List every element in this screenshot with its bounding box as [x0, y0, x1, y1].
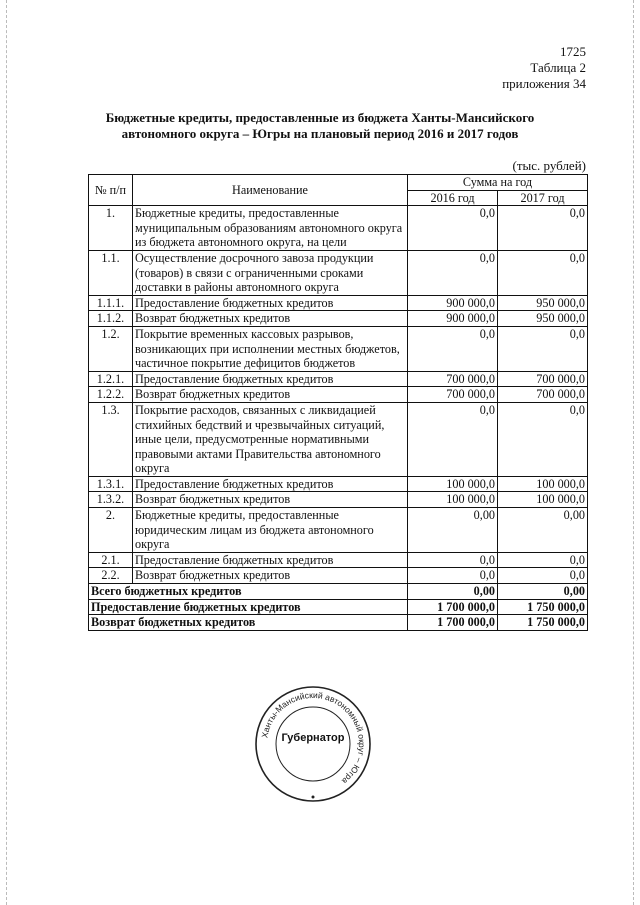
row-value-2017: 0,0 — [498, 326, 588, 371]
header-2017: 2017 год — [498, 190, 588, 206]
seal-center-text: Губернатор — [281, 732, 345, 744]
header-name: Наименование — [133, 175, 408, 206]
row-number: 2. — [89, 508, 133, 553]
row-value-2017: 0,0 — [498, 250, 588, 295]
table-row — [89, 387, 588, 403]
row-number: 1. — [89, 206, 133, 251]
row-name: Бюджетные кредиты, предоставленные муниципальным образованиям автономного округа из бюджета автономного округа, на цели — [133, 206, 408, 251]
row-name: Осуществление досрочного завоза продукции (товаров) в связи с ограниченными сроками доставки в районы автономного округа — [133, 250, 408, 295]
table-row — [89, 326, 588, 371]
document-title — [95, 110, 545, 142]
table-row — [89, 371, 588, 387]
row-value-2016: 900 000,0 — [408, 295, 498, 311]
row-name: Предоставление бюджетных кредитов — [133, 552, 408, 568]
row-value-2017: 700 000,0 — [498, 371, 588, 387]
table-row — [89, 206, 588, 251]
header-2016: 2016 год — [408, 190, 498, 206]
row-value-2016: 100 000,0 — [408, 476, 498, 492]
total-row — [89, 615, 588, 631]
total-value-2016: 1 700 000,0 — [408, 599, 498, 615]
row-number: 2.1. — [89, 552, 133, 568]
row-number: 1.2. — [89, 326, 133, 371]
row-value-2016: 100 000,0 — [408, 492, 498, 508]
row-value-2017: 0,0 — [498, 402, 588, 476]
table-row — [89, 508, 588, 553]
row-value-2016: 0,0 — [408, 568, 498, 584]
table-row — [89, 552, 588, 568]
total-value-2017: 1 750 000,0 — [498, 599, 588, 615]
row-name: Возврат бюджетных кредитов — [133, 568, 408, 584]
table-row — [89, 250, 588, 295]
left-margin-rule — [6, 0, 8, 905]
total-value-2017: 1 750 000,0 — [498, 615, 588, 631]
row-name: Покрытие расходов, связанных с ликвидацией стихийных бедствий и чрезвычайных ситуаций, иные цели, предусмотренные нормативными правовыми актами Правительства автономного округа — [133, 402, 408, 476]
row-value-2017: 0,0 — [498, 206, 588, 251]
row-name: Возврат бюджетных кредитов — [133, 311, 408, 327]
table-row — [89, 568, 588, 584]
header-sum: Сумма на год — [408, 175, 588, 191]
row-value-2016: 0,0 — [408, 326, 498, 371]
table-row — [89, 492, 588, 508]
row-name: Покрытие временных кассовых разрывов, возникающих при исполнении местных бюджетов, частичное покрытие дефицитов бюджетов — [133, 326, 408, 371]
unit-note: (тыс. рублей) — [512, 158, 586, 173]
row-value-2017: 100 000,0 — [498, 476, 588, 492]
table-row — [89, 476, 588, 492]
row-number: 1.3.1. — [89, 476, 133, 492]
budget-credits-table — [88, 174, 588, 631]
row-value-2016: 900 000,0 — [408, 311, 498, 327]
table-row — [89, 295, 588, 311]
table-ref-line1: Таблица 2 — [530, 60, 586, 75]
total-label: Предоставление бюджетных кредитов — [89, 599, 408, 615]
row-name: Возврат бюджетных кредитов — [133, 492, 408, 508]
row-name: Возврат бюджетных кредитов — [133, 387, 408, 403]
governor-seal — [254, 685, 372, 803]
row-value-2017: 0,0 — [498, 552, 588, 568]
total-label: Всего бюджетных кредитов — [89, 584, 408, 600]
page-number: 1725 — [560, 44, 586, 59]
right-margin-rule — [633, 0, 635, 905]
table-body — [89, 206, 588, 631]
total-label: Возврат бюджетных кредитов — [89, 615, 408, 631]
row-value-2017: 100 000,0 — [498, 492, 588, 508]
row-number: 1.1.1. — [89, 295, 133, 311]
row-value-2017: 0,00 — [498, 508, 588, 553]
seal-ring-text: Ханты-Мансийский автономный округ – Югра — [259, 689, 368, 787]
table-reference — [502, 60, 586, 92]
row-number: 1.2.2. — [89, 387, 133, 403]
total-value-2016: 1 700 000,0 — [408, 615, 498, 631]
table-row — [89, 402, 588, 476]
row-value-2017: 950 000,0 — [498, 295, 588, 311]
row-value-2016: 0,0 — [408, 552, 498, 568]
title-line2: автономного округа – Югры на плановый период 2016 и 2017 годов — [121, 126, 519, 141]
row-value-2017: 700 000,0 — [498, 387, 588, 403]
row-value-2016: 700 000,0 — [408, 387, 498, 403]
table-row — [89, 311, 588, 327]
row-number: 1.3.2. — [89, 492, 133, 508]
row-value-2017: 0,0 — [498, 568, 588, 584]
row-name: Предоставление бюджетных кредитов — [133, 371, 408, 387]
row-name: Бюджетные кредиты, предоставленные юридическим лицам из бюджета автономного округа — [133, 508, 408, 553]
row-number: 1.1.2. — [89, 311, 133, 327]
table-ref-line2: приложения 34 — [502, 76, 586, 91]
row-value-2016: 700 000,0 — [408, 371, 498, 387]
row-number: 1.3. — [89, 402, 133, 476]
total-row — [89, 584, 588, 600]
total-value-2017: 0,00 — [498, 584, 588, 600]
row-value-2017: 950 000,0 — [498, 311, 588, 327]
row-number: 1.1. — [89, 250, 133, 295]
row-value-2016: 0,0 — [408, 250, 498, 295]
row-name: Предоставление бюджетных кредитов — [133, 476, 408, 492]
row-number: 1.2.1. — [89, 371, 133, 387]
title-line1: Бюджетные кредиты, предоставленные из бюджета Ханты-Мансийского — [105, 110, 535, 125]
header-num: № п/п — [89, 175, 133, 206]
row-number: 2.2. — [89, 568, 133, 584]
total-row — [89, 599, 588, 615]
row-name: Предоставление бюджетных кредитов — [133, 295, 408, 311]
total-value-2016: 0,00 — [408, 584, 498, 600]
row-value-2016: 0,0 — [408, 206, 498, 251]
row-value-2016: 0,00 — [408, 508, 498, 553]
row-value-2016: 0,0 — [408, 402, 498, 476]
